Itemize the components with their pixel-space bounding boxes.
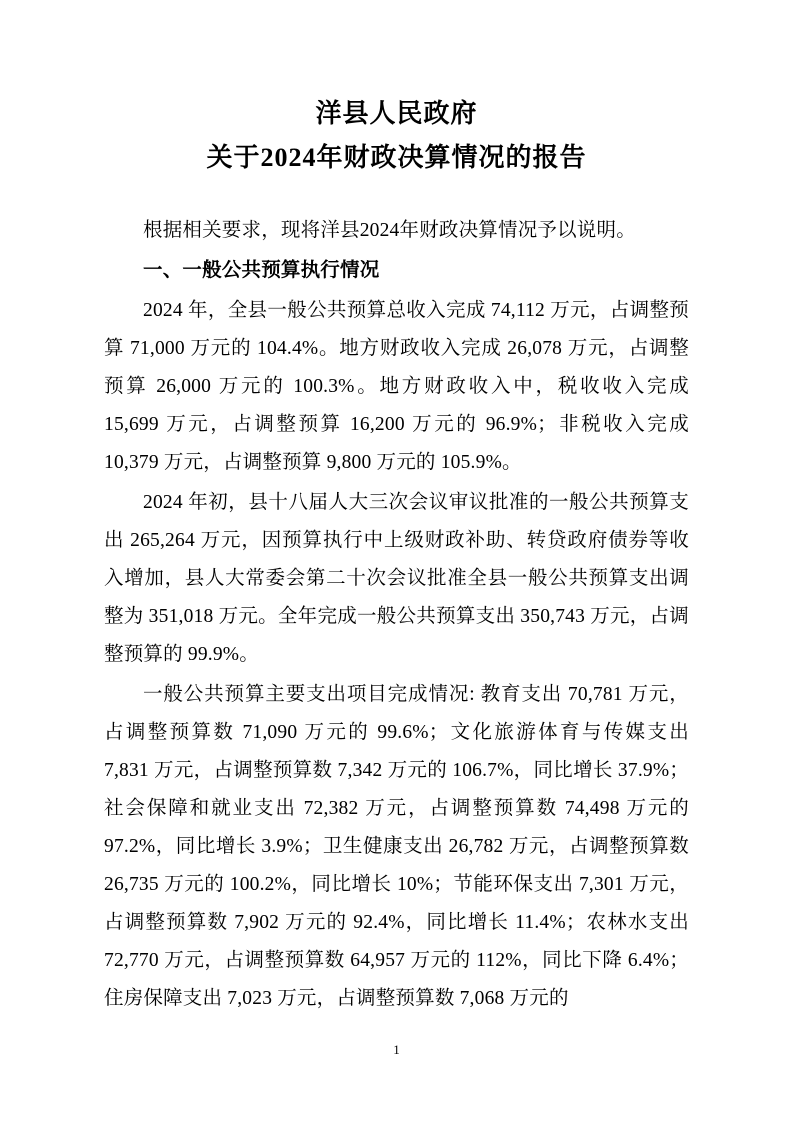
title-line-2: 关于2024年财政决算情况的报告 <box>206 143 587 172</box>
paragraph-major-items: 一般公共预算主要支出项目完成情况: 教育支出 70,781 万元，占调整预算数 71,090 万元的 99.6%；文化旅游体育与传媒支出 7,831 万元，占调整预算数 7,342 万元的 106.7%，同比增长 37.9%；社会保障和就业支出 72,382 万元，占调整预算数 74,498 万元的 97.2%，同比增长 3.9%；卫生健康支出 26,782 万元，占调整预算数 26,735 万元的 100.2%，同比增长 10%；节能环保支出 7,301 万元，占调整预算数 7,902 万元的 92.4%，同比增长 11.4%；农林水支出 72,770 万元，占调整预算数 64,957 万元的 112%，同比下降 6.4%；住房保障支出 7,023 万元，占调整预算数 7,068 万元的 <box>104 684 689 1009</box>
section-heading-1: 一、一般公共预算执行情况 <box>143 260 380 281</box>
page-title <box>104 92 689 180</box>
title-line-1: 洋县人民政府 <box>315 99 478 128</box>
paragraph-intro: 根据相关要求，现将洋县2024年财政决算情况予以说明。 <box>143 220 636 241</box>
paragraph-expenditure: 2024 年初，县十八届人大三次会议审议批准的一般公共预算支出 265,264 万元，因预算执行中上级财政补助、转贷政府债券等收入增加，县人大常委会第二十次会议批准全县一般公共预算支出调整为 351,018 万元。全年完成一般公共预算支出 350,743 万元，占调整预算的 99.9%。 <box>104 492 689 665</box>
document-body <box>104 212 689 1018</box>
paragraph-revenue: 2024 年，全县一般公共预算总收入完成 74,112 万元，占调整预算 71,000 万元的 104.4%。地方财政收入完成 26,078 万元，占调整预算 26,000 万元的 100.3%。地方财政收入中，税收收入完成 15,699 万元，占调整预算 16,200 万元的 96.9%；非税收入完成 10,379 万元，占调整预算 9,800 万元的 105.9%。 <box>104 300 689 473</box>
page-number: 1 <box>393 1042 400 1057</box>
